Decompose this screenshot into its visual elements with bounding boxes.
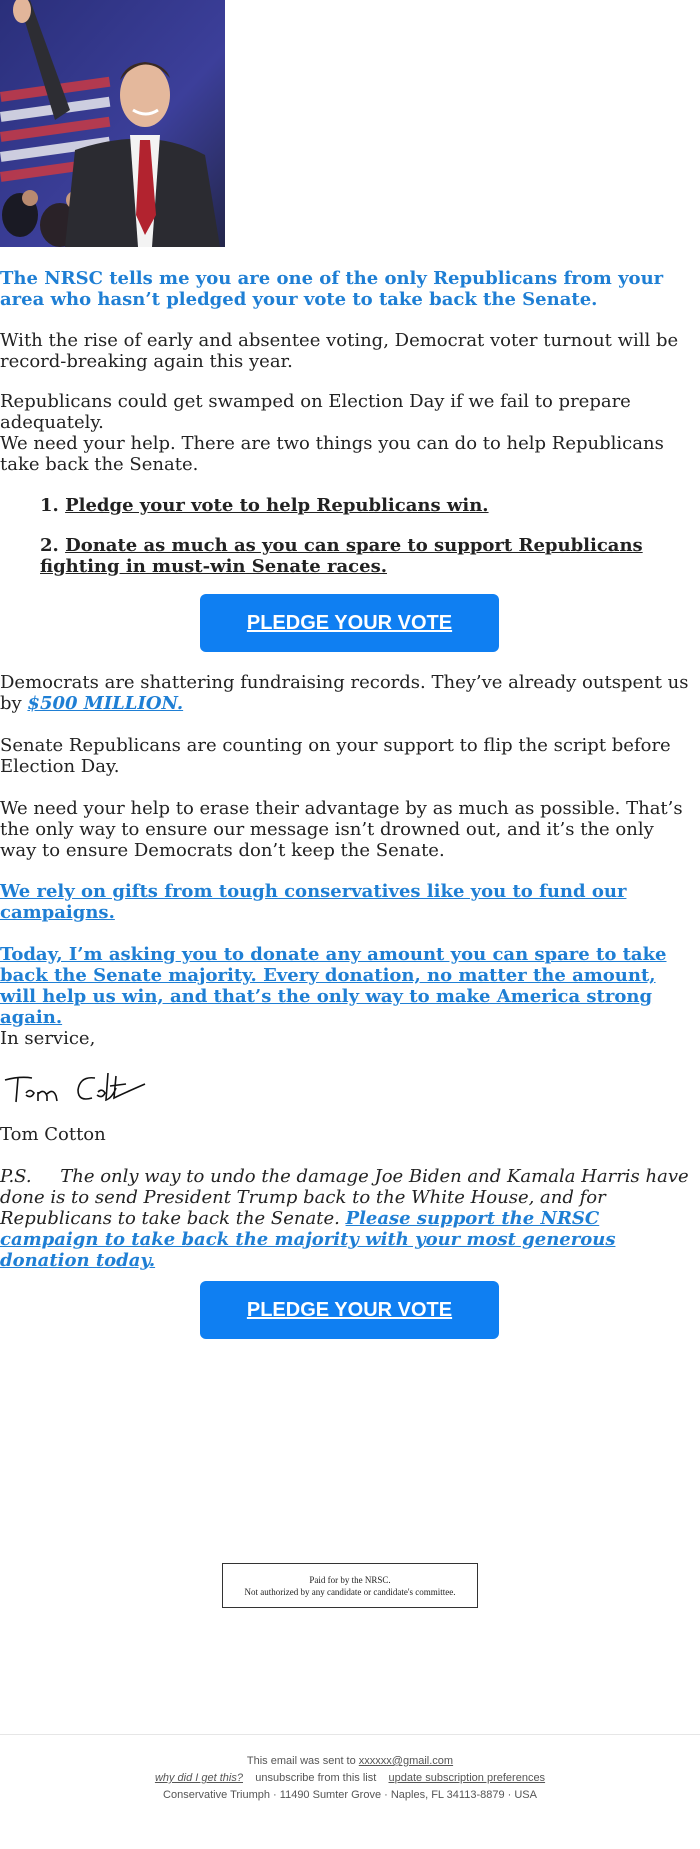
pledge-vote-button[interactable]: PLEDGE YOUR VOTE xyxy=(200,594,499,652)
paragraph-swamped: Republicans could get swamped on Election Day if we fail to prepare adequately. xyxy=(0,391,631,433)
footer-links xyxy=(0,1772,700,1784)
donate-ask-paragraph xyxy=(0,944,690,1028)
ps-paragraph xyxy=(0,1166,690,1271)
hero-photo xyxy=(0,0,225,247)
pledge-vote-link[interactable]: Pledge your vote to help Republicans win. xyxy=(65,495,489,516)
donate-ask-link[interactable]: Today, I’m asking you to donate any amount you can spare to take back the Senate majority. Every donation, no matter the amount, will help us win, and that’s the only way to make America strong again. xyxy=(0,944,667,1028)
paragraph-need-help: We need your help. There are two things you can do to help Republicans take back the Senate. xyxy=(0,433,664,475)
footer-sent-to xyxy=(0,1755,700,1767)
list-number: 2. xyxy=(40,535,59,556)
paragraph-turnout: With the rise of early and absentee voting, Democrat voter turnout will be record-breaking again this year. xyxy=(0,330,679,372)
fundraising-text: Democrats are shattering fundraising records. They’ve already outspent us by xyxy=(0,672,689,714)
signer-name: Tom Cotton xyxy=(0,1124,106,1145)
headline: The NRSC tells me you are one of the only Republicans from your area who hasn’t pledged your vote to take back the Senate. xyxy=(0,268,664,310)
closing: In service, xyxy=(0,1028,96,1049)
footer-sent-prefix: This email was sent to xyxy=(246,1755,359,1767)
list-item-pledge xyxy=(40,495,690,516)
update-preferences-link[interactable]: update subscription preferences xyxy=(388,1772,546,1784)
why-did-i-get-this-link[interactable]: why did I get this? xyxy=(154,1772,243,1784)
disclaimer-line-1: Paid for by the NRSC. xyxy=(309,1574,391,1585)
pledge-vote-button-2[interactable]: PLEDGE YOUR VOTE xyxy=(200,1281,499,1339)
signature xyxy=(0,1068,150,1108)
ps-label: P.S. xyxy=(0,1166,32,1187)
recipient-email-link[interactable]: xxxxxx@gmail.com xyxy=(358,1755,454,1767)
paragraph-fundraising xyxy=(0,672,690,714)
disclaimer-line-2: Not authorized by any candidate or candidate's committee. xyxy=(244,1586,456,1597)
list-item-donate xyxy=(40,535,690,577)
donate-link[interactable]: Donate as much as you can spare to support Republicans fighting in must-win Senate races. xyxy=(40,535,643,577)
outspent-amount-link[interactable]: $500 MILLION. xyxy=(27,693,184,714)
gifts-link[interactable]: We rely on gifts from tough conservatives like you to fund our campaigns. xyxy=(0,881,627,923)
ps-text: The only way to undo the damage Joe Biden and Kamala Harris have done is to send President Trump back to the White House, and for Republicans to take back the Senate. xyxy=(0,1166,689,1229)
gifts-link-paragraph xyxy=(0,881,690,923)
paragraph-flip-script: Senate Republicans are counting on your support to flip the script before Election Day. xyxy=(0,735,671,777)
paid-for-disclaimer xyxy=(222,1563,478,1608)
paragraph-erase-advantage: We need your help to erase their advantage by as much as possible. That’s the only way to ensure our message isn’t drowned out, and it’s the only way to ensure Democrats don’t keep the Senate. xyxy=(0,798,683,861)
list-number: 1. xyxy=(40,495,59,516)
unsubscribe-link[interactable]: unsubscribe from this list xyxy=(255,1772,377,1784)
ps-donate-link[interactable]: Please support the NRSC campaign to take back the majority with your most generous donation today. xyxy=(0,1208,616,1271)
footer-divider xyxy=(0,1734,700,1735)
footer-address: Conservative Triumph · 11490 Sumter Grove · Naples, FL 34113-8879 · USA xyxy=(163,1789,537,1801)
